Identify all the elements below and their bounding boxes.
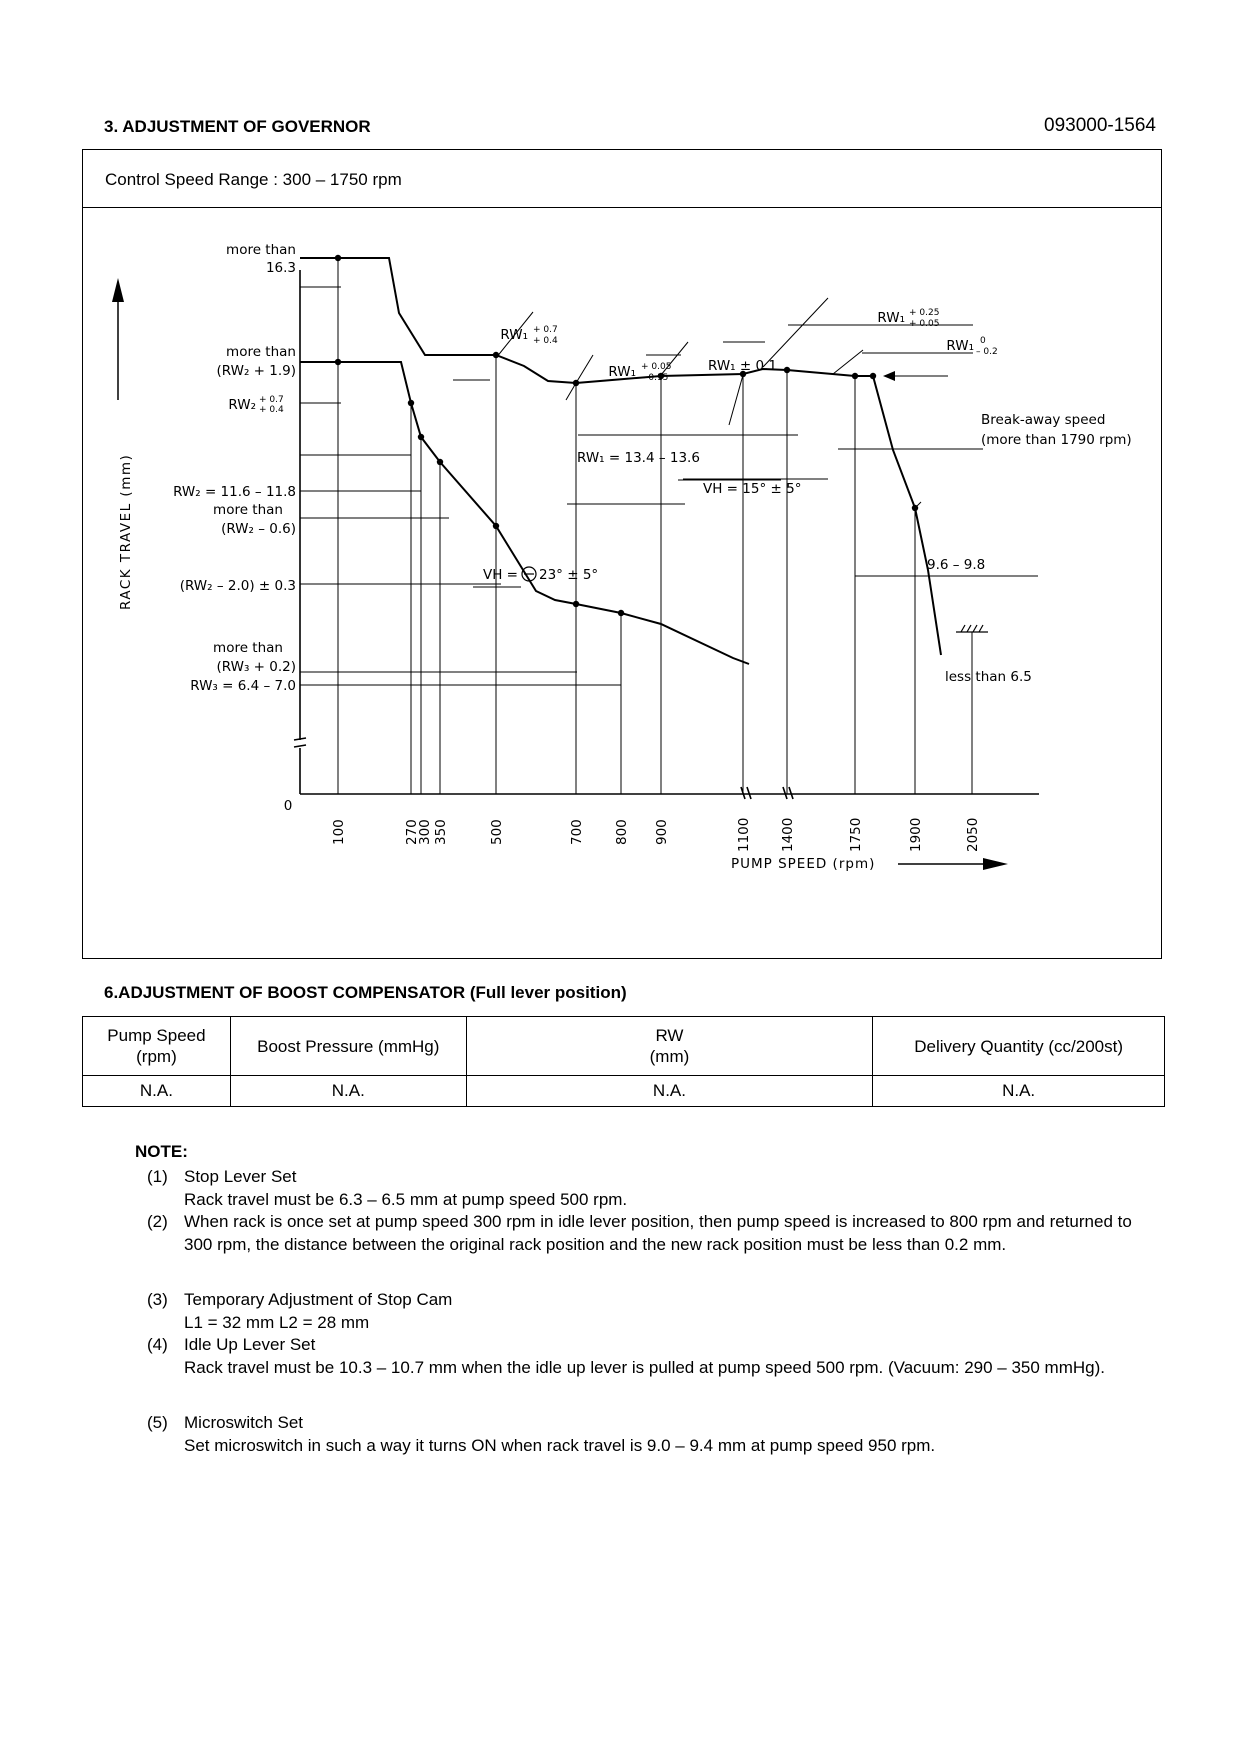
svg-text:less than 6.5: less than 6.5 — [945, 669, 1032, 685]
svg-text:more than: more than — [213, 502, 283, 518]
x-tick-100: 100 — [331, 819, 347, 845]
svg-text:RW₃ = 6.4 – 7.0: RW₃ = 6.4 – 7.0 — [190, 678, 296, 694]
svg-text:+ 0.4: + 0.4 — [259, 405, 284, 415]
svg-text:RW₁: RW₁ — [608, 364, 636, 380]
stop-hatch-icon — [956, 625, 988, 632]
table-row — [83, 1076, 1165, 1107]
x-tick-2050: 2050 — [965, 817, 981, 852]
full-load-curve — [300, 362, 749, 664]
svg-text:RW₂ = 11.6 – 11.8: RW₂ = 11.6 – 11.8 — [173, 484, 296, 500]
svg-text:+ 0.4: + 0.4 — [533, 336, 558, 346]
svg-text:(RW₃ + 0.2): (RW₃ + 0.2) — [216, 659, 296, 675]
header-rw: RW (mm) — [466, 1017, 873, 1076]
svg-text:23° ± 5°: 23° ± 5° — [539, 567, 599, 583]
control-speed-range: Control Speed Range : 300 – 1750 rpm — [105, 170, 402, 189]
boost-table — [82, 1016, 1165, 1107]
svg-text:(RW₂ – 0.6): (RW₂ – 0.6) — [221, 521, 296, 537]
x-tick-700: 700 — [569, 819, 585, 845]
max-speed-curve — [300, 258, 873, 383]
svg-text:more than: more than — [213, 640, 283, 656]
governor-panel — [82, 149, 1162, 959]
svg-text:RW₁ ± 0.1: RW₁ ± 0.1 — [708, 358, 777, 374]
svg-text:RW₁: RW₁ — [946, 338, 974, 354]
header-delivery-quantity: Delivery Quantity (cc/200st) — [873, 1017, 1165, 1076]
x-tick-1100: 1100 — [736, 817, 752, 852]
header-pump-speed: Pump Speed (rpm) — [83, 1017, 231, 1076]
boost-section-title: 6.ADJUSTMENT OF BOOST COMPENSATOR (Full lever position) — [104, 983, 627, 1002]
note-title: NOTE: — [135, 1142, 188, 1161]
svg-text:– 0.15: – 0.15 — [641, 373, 669, 383]
table-cell: N.A. — [83, 1076, 231, 1107]
governor-characteristic-chart — [83, 150, 1163, 960]
table-cell: N.A. — [230, 1076, 466, 1107]
svg-text:+ 0.7: + 0.7 — [533, 325, 558, 335]
svg-text:9.6 – 9.8: 9.6 – 9.8 — [927, 557, 986, 573]
svg-text:VH =: VH = — [483, 567, 518, 583]
table-cell: N.A. — [466, 1076, 873, 1107]
x-axis-arrow — [898, 858, 1008, 870]
x-tick-300: 300 — [417, 819, 433, 845]
x-tick-270: 270 — [404, 819, 420, 845]
x-tick-1400: 1400 — [780, 817, 796, 852]
y-axis-label: RACK TRAVEL (mm) — [118, 453, 134, 610]
x-tick-800: 800 — [614, 819, 630, 845]
svg-text:0: 0 — [283, 798, 293, 814]
svg-text:16.3: 16.3 — [265, 260, 296, 276]
chart-points — [335, 255, 918, 616]
svg-text:RW₁: RW₁ — [877, 310, 905, 326]
x-tick-1900: 1900 — [908, 817, 924, 852]
header-boost-pressure: Boost Pressure (mmHg) — [230, 1017, 466, 1076]
svg-text:RW₂: RW₂ — [228, 397, 256, 413]
axes — [294, 270, 1039, 799]
svg-text:more than: more than — [226, 344, 296, 360]
y-axis-arrow — [112, 278, 124, 400]
x-tick-1750: 1750 — [848, 817, 864, 852]
svg-text:0: 0 — [980, 336, 986, 346]
speed-drop-lines — [338, 258, 972, 794]
chart-annotations — [483, 308, 1132, 685]
boost-table-header — [83, 1017, 1165, 1076]
svg-text:+ 0.05: + 0.05 — [909, 319, 940, 329]
x-tick-labels — [284, 798, 981, 852]
x-tick-900: 900 — [654, 819, 670, 845]
svg-text:– 0.2: – 0.2 — [976, 347, 998, 357]
svg-text:RW₁: RW₁ — [500, 327, 528, 343]
svg-text:(RW₂ – 2.0) ± 0.3: (RW₂ – 2.0) ± 0.3 — [179, 578, 296, 594]
x-tick-350: 350 — [433, 819, 449, 845]
section-title: 3. ADJUSTMENT OF GOVERNOR — [104, 117, 371, 136]
svg-text:(RW₂ + 1.9): (RW₂ + 1.9) — [216, 363, 296, 379]
annotation-leaders — [496, 298, 921, 508]
x-axis-label: PUMP SPEED (rpm) — [731, 856, 876, 872]
x-tick-500: 500 — [489, 819, 505, 845]
svg-text:RW₁ = 13.4 – 13.6: RW₁ = 13.4 – 13.6 — [577, 450, 700, 466]
table-cell: N.A. — [873, 1076, 1165, 1107]
svg-text:VH = 15° ± 5°: VH = 15° ± 5° — [703, 481, 802, 497]
svg-text:(more than 1790 rpm): (more than 1790 rpm) — [981, 432, 1132, 448]
svg-text:+ 0.7: + 0.7 — [259, 395, 284, 405]
svg-text:+ 0.25: + 0.25 — [909, 308, 940, 318]
svg-text:more than: more than — [226, 242, 296, 258]
svg-text:+ 0.05: + 0.05 — [641, 362, 672, 372]
breakaway-curve — [873, 376, 941, 655]
document-number: 093000-1564 — [1044, 115, 1156, 136]
y-axis-labels — [173, 242, 296, 694]
svg-text:Break-away speed: Break-away speed — [981, 412, 1106, 428]
